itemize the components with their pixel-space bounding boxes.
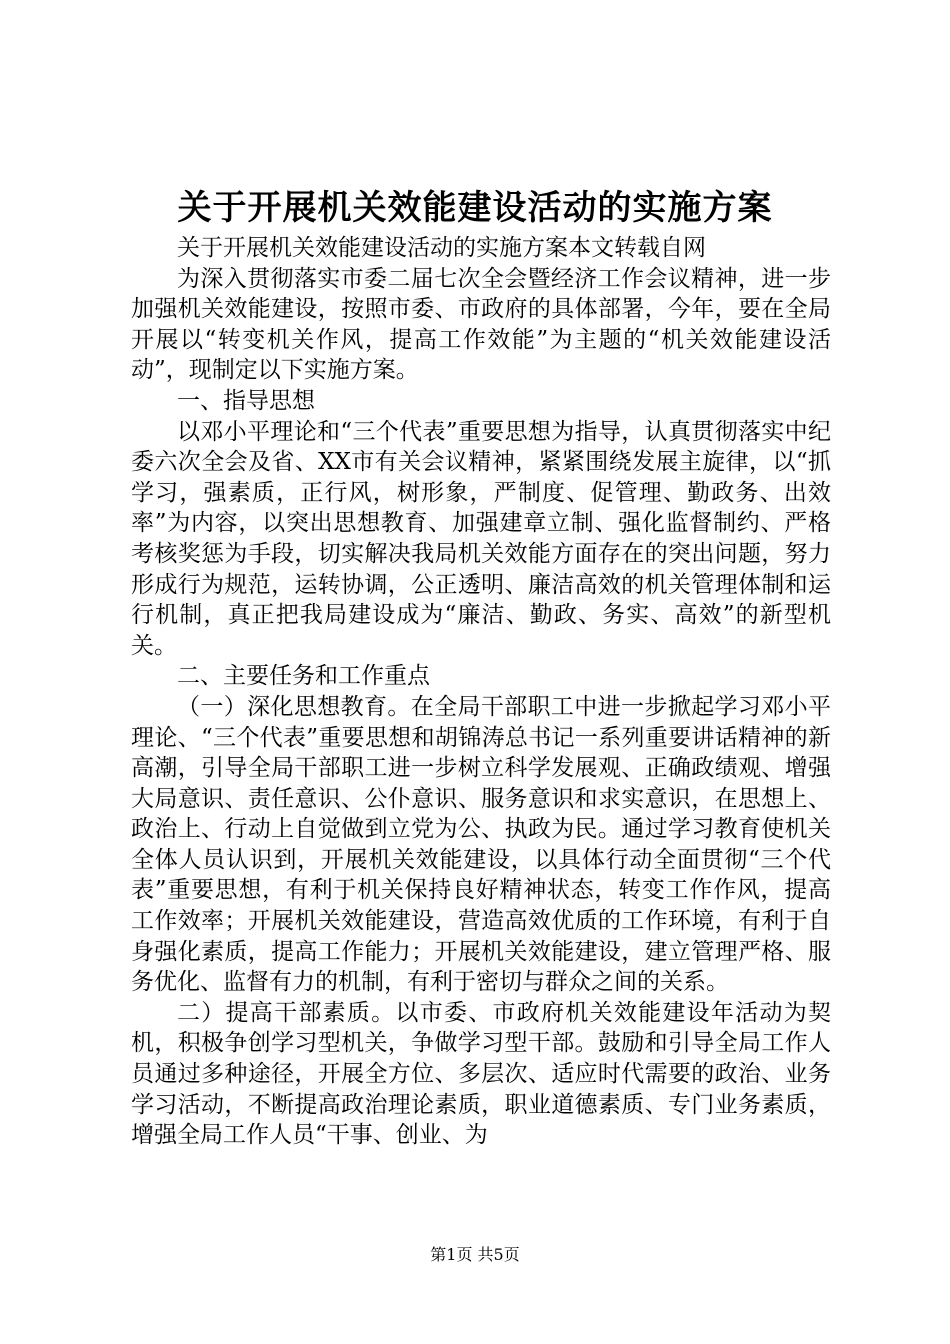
section-heading-main-tasks: 二、主要任务和工作重点: [177, 663, 430, 690]
paragraph-intro: 为深入贯彻落实市委二届七次全会暨经济工作会议精神，进一步加强机关效能建设，按照市委、市政府的具体部署，今年，要在全局开展以“转变机关作风，提高工作效能”为主题的“机关效能建设活动”，现制定以下实施方案。: [131, 265, 831, 384]
paragraph-guiding-ideology: 以邓小平理论和“三个代表”重要思想为指导，认真贯彻落实中纪委六次全会及省、XX市有关会议精神，紧紧围绕发展主旋律，以“抓学习，强素质，正行风，树形象，严制度、促管理、勤政务、出效率”为内容，以突出思想教育、加强建章立制、强化监督制约、严格考核奖惩为手段，切实解决我局机关效能方面存在的突出问题，努力形成行为规范，运转协调，公正透明、廉洁高效的机关管理体制和运行机制，真正把我局建设成为“廉洁、勤政、务实、高效”的新型机关。: [131, 418, 831, 659]
paragraph-task-2: 二）提高干部素质。以市委、市政府机关效能建设年活动为契机，积极争创学习型机关，争做学习型干部。鼓励和引导全局工作人员通过多种途径，开展全方位、多层次、适应时代需要的政治、业务学习活动，不断提高政治理论素质，职业道德素质、专门业务素质，增强全局工作人员“干事、创业、为: [131, 999, 831, 1149]
section-heading-guiding-ideology: 一、指导思想: [177, 387, 315, 414]
document-body: [131, 233, 831, 1151]
paragraph-source-note: 关于开展机关效能建设活动的实施方案本文转载自网: [177, 235, 706, 261]
page-number: 第1页 共5页: [430, 1245, 520, 1264]
paragraph-task-1: （一）深化思想教育。在全局干部职工中进一步掀起学习邓小平理论、“三个代表”重要思想和胡锦涛总书记一系列重要讲话精神的新高潮，引导全局干部职工进一步树立科学发展观、正确政绩观、增强大局意识、责任意识、公仆意识、服务意识和求实意识，在思想上、政治上、行动上自觉做到立党为公、执政为民。通过学习教育使机关全体人员认识到，开展机关效能建设，以具体行动全面贯彻“三个代表”重要思想，有利于机关保持良好精神状态，转变工作作风，提高工作效率；开展机关效能建设，营造高效优质的工作环境，有利于自身强化素质，提高工作能力；开展机关效能建设，建立管理严格、服务优化、监督有力的机制，有利于密切与群众之间的关系。: [131, 693, 831, 996]
document-title: 关于开展机关效能建设活动的实施方案: [177, 188, 773, 228]
